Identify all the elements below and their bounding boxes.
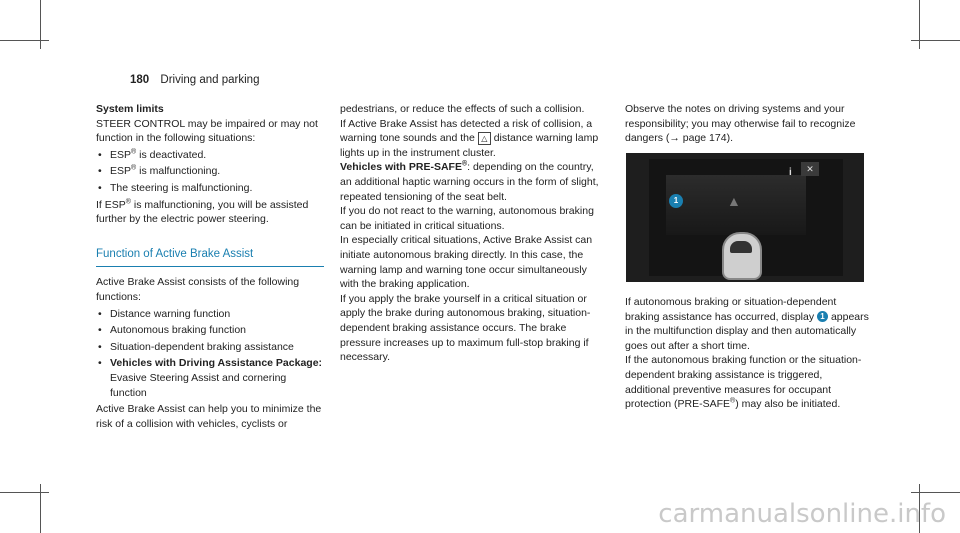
- summary-text: Active Brake Assist can help you to minimize the risk of a collision with vehicles, cyclists or: [96, 403, 322, 430]
- limits-list: [96, 148, 324, 196]
- callout-badge: 1: [817, 311, 828, 322]
- paragraph: If autonomous braking or situation-dependent braking assistance has occurred, display 1 appears in the multifunction display and then automatically goes out after a short time.: [625, 296, 869, 352]
- paragraph: If you apply the brake yourself in a critical situation or apply the brake during autonomous braking, situation-dependent braking assistance occurs. The brake pressure increases up to maximum full-stop braking if necessary.: [340, 292, 591, 364]
- crop-mark: [911, 492, 960, 493]
- vehicle-icon: [722, 232, 762, 280]
- list-item: • The steering is malfunctioning.: [96, 181, 324, 196]
- page-header: [130, 74, 259, 86]
- limits-heading: System limits: [96, 103, 164, 115]
- warning-triangle-icon: ▲: [727, 193, 741, 209]
- paragraph: pedestrians, or reduce the effects of such a collision.: [340, 103, 585, 115]
- limits-intro: STEER CONTROL may be impaired or may not function in the following situations:: [96, 117, 318, 145]
- crop-mark: [0, 492, 49, 493]
- column-middle: [340, 102, 602, 365]
- section-title: Function of Active Brake Assist: [96, 247, 324, 268]
- list-item: • Vehicles with Driving Assistance Package: Evasive Steering Assist and cornering function: [96, 356, 324, 400]
- paragraph: If the autonomous braking function or the situation-dependent braking assistance is triggered, additional preventive measures for occupant protection (PRE-SAFE®) may also be initiated.: [625, 354, 862, 411]
- paragraph: Vehicles with PRE-SAFE®: depending on the country, an additional haptic warning occurs in the form of slight, repeated tensioning of the seat belt.: [340, 160, 599, 203]
- functions-intro: Active Brake Assist consists of the following functions:: [96, 276, 300, 303]
- list-item: • ESP® is deactivated.: [96, 148, 324, 163]
- paragraph: If you do not react to the warning, autonomous braking can be initiated in critical situations.: [340, 205, 594, 232]
- column-left: [96, 102, 324, 431]
- multifunction-display-image: [626, 153, 864, 282]
- paragraph: Observe the notes on driving systems and your responsibility; you may otherwise fail to recognize dangers (→ page 174).: [625, 103, 856, 145]
- list-item: • Distance warning function: [96, 307, 324, 322]
- crop-mark: [911, 40, 960, 41]
- vehicle-windshield: [730, 241, 752, 253]
- close-icon: ✕: [801, 162, 819, 176]
- paragraph: If Active Brake Assist has detected a risk of collision, a warning tone sounds and the △ distance warning lamp lights up in the instrument cluster.: [340, 117, 599, 159]
- functions-list: [96, 307, 324, 401]
- paragraph: In especially critical situations, Active Brake Assist can initiate autonomous braking directly. In this case, the warning lamp and warning tone occur simultaneously with the braking application.: [340, 234, 593, 291]
- section-name: Driving and parking: [160, 74, 260, 86]
- limits-note: If ESP® is malfunctioning, you will be assisted further by the electric power steering.: [96, 198, 309, 226]
- list-item: • Situation-dependent braking assistance: [96, 340, 324, 355]
- info-icon: i: [789, 167, 792, 178]
- list-item: • ESP® is malfunctioning.: [96, 164, 324, 179]
- watermark: carmanualsonline.info: [658, 499, 946, 529]
- crop-mark: [40, 0, 41, 49]
- callout-badge: 1: [669, 194, 683, 208]
- distance-warning-icon: △: [478, 132, 491, 145]
- list-item: • Autonomous braking function: [96, 323, 324, 338]
- column-right: [625, 102, 869, 146]
- crop-mark: [919, 0, 920, 49]
- page-number: 180: [130, 74, 150, 86]
- column-right-lower: [625, 295, 869, 412]
- crop-mark: [0, 40, 49, 41]
